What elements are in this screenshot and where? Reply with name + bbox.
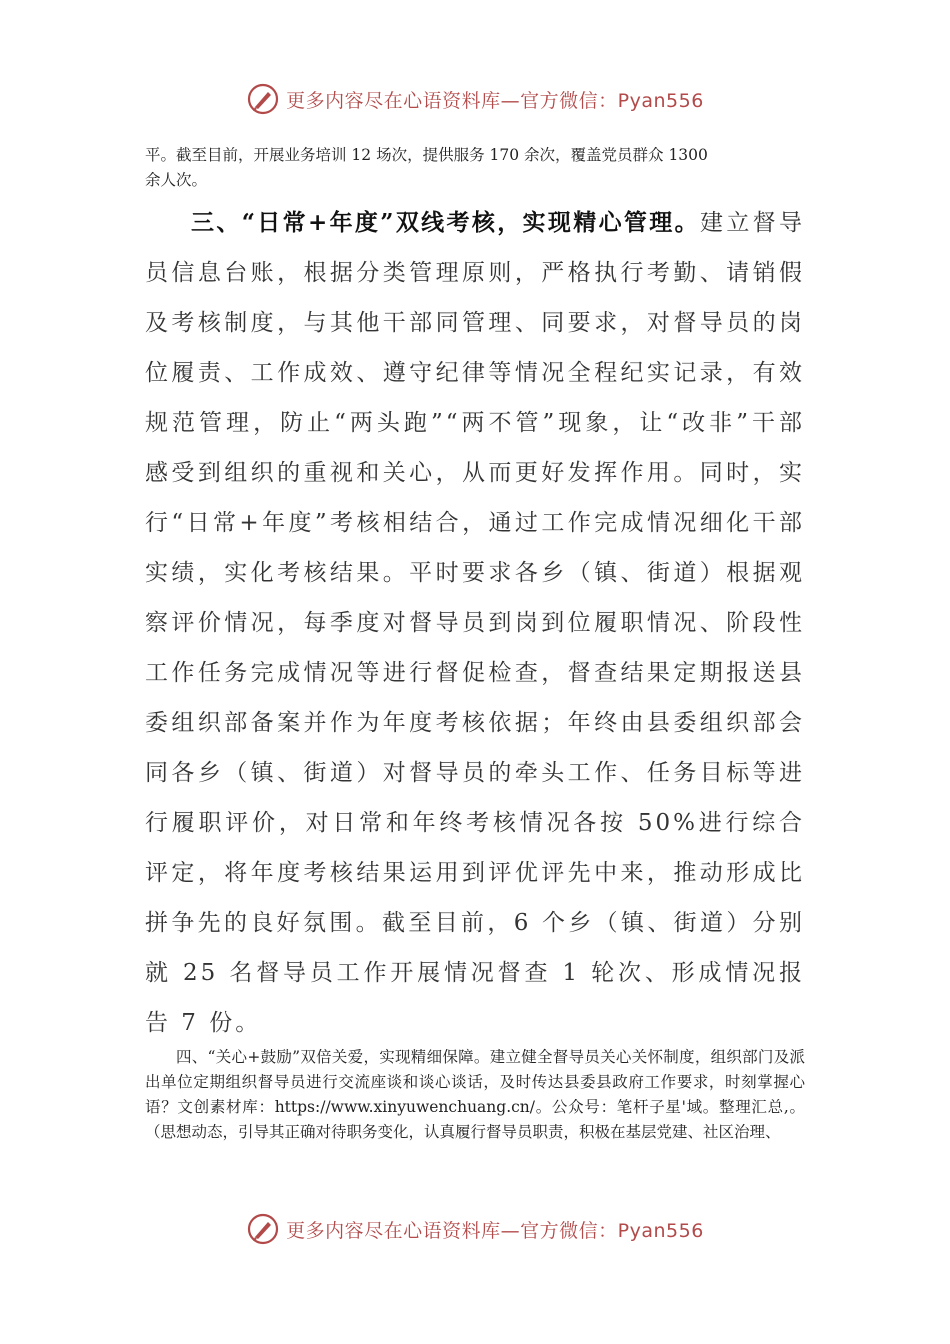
banner-text: 更多内容尽在心语资料库—官方微信：Pyan556 [286,89,704,112]
header-banner [0,82,950,116]
section-3-paragraph [145,198,805,1048]
top-fragment [145,143,805,193]
pen-logo-icon [246,1212,280,1246]
section-3-body: 建立督导员信息台账，根据分类管理原则，严格执行考勤、请销假及考核制度，与其他干部同管理、同要求，对督导员的岗位履责、工作成效、遵守纪律等情况全程纪实记录，有效规范管理，防止“两头跑”“两不管”现象，让“改非”干部感受到组织的重视和关心，从而更好发挥作用。同时，实行“日常+年度”考核相结合，通过工作完成情况细化干部实绩，实化考核结果。平时要求各乡（镇、街道）根据观察评价情况，每季度对督导员到岗到位履职情况、阶段性工作任务完成情况等进行督促检查，督查结果定期报送县委组织部备案并作为年度考核依据；年终由县委组织部会同各乡（镇、街道）对督导员的牵头工作、任务目标等进行履职评价，对日常和年终考核情况各按 50%进行综合评定，将年度考核结果运用到评优评先中来，推动形成比拼争先的良好氛围。截至目前，6 个乡（镇、街道）分别就 25 名督导员工作开展情况督查 1 轮次、形成情况报告 7 份。 [145,210,806,1036]
banner-text: 更多内容尽在心语资料库—官方微信：Pyan556 [286,1219,704,1242]
footer-banner [0,1212,950,1246]
section-4-block [145,1045,805,1145]
fragment-line-1: 平。截至目前，开展业务培训 12 场次，提供服务 170 余次，覆盖党员群众 1300 [145,146,708,164]
section-3-heading: 三、“日常+年度”双线考核，实现精心管理。 [191,209,700,236]
fragment-line-2: 余人次。 [145,171,208,189]
section-4-paragraph: 四、“关心+鼓励”双倍关爱，实现精细保障。建立健全督导员关心关怀制度，组织部门及派出单位定期组织督导员进行交流座谈和谈心谈话，及时传达县委县政府工作要求，时刻掌握心语？文创素材库：https://www.xinyuwenchuang.cn/。公众号：笔杆子星'域。整理汇总,。（思想动态，引导其正确对待职务变化，认真履行督导员职责，积极在基层党建、社区治理、 [145,1048,805,1141]
pen-logo-icon [246,82,280,116]
